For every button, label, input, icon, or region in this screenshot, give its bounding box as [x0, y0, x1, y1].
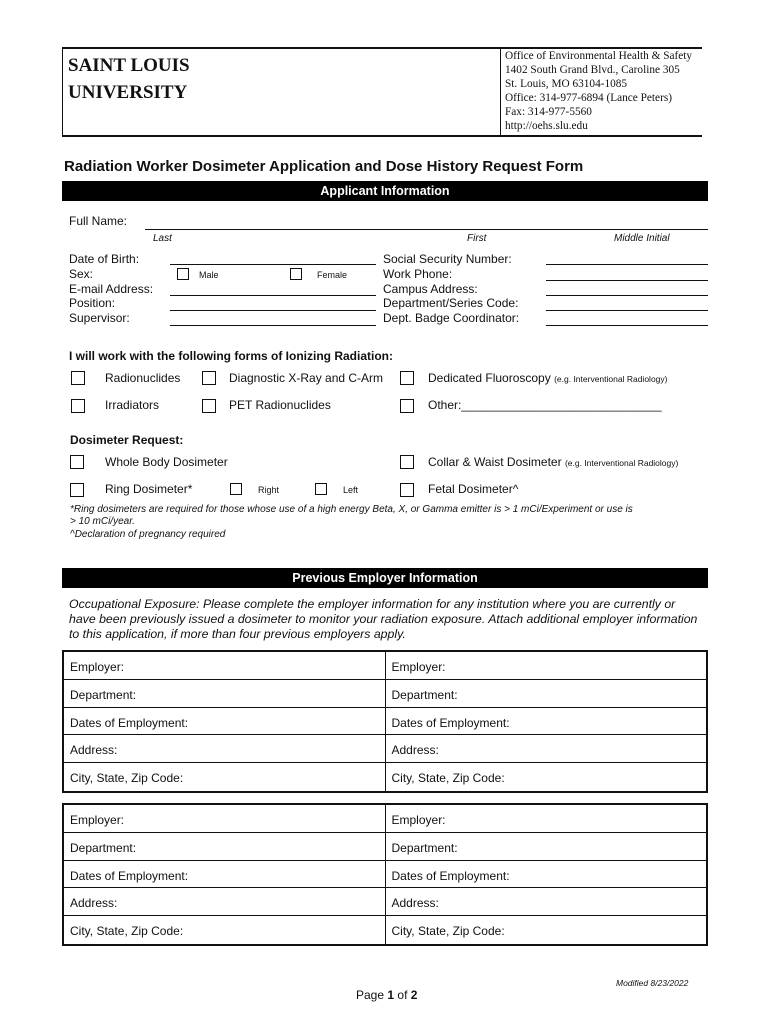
- employer-table-1: [62, 650, 708, 793]
- position-label: Position:: [69, 296, 116, 310]
- other-radiation-checkbox[interactable]: [400, 399, 414, 413]
- table-row: [64, 888, 706, 916]
- city-state-zip-field[interactable]: City, State, Zip Code:: [64, 763, 386, 791]
- header-bottom-rule: [62, 135, 702, 137]
- table-row: [64, 763, 706, 791]
- dob-label: Date of Birth:: [69, 252, 140, 266]
- employer-field[interactable]: Employer:: [391, 660, 446, 674]
- badge-coordinator-field[interactable]: [546, 325, 708, 326]
- table-row: [64, 652, 706, 680]
- fluoroscopy-text: Dedicated Fluoroscopy: [428, 371, 551, 385]
- collar-waist-note: (e.g. Interventional Radiology): [564, 458, 679, 468]
- other-radiation-field[interactable]: Other:______________________________: [428, 398, 662, 412]
- full-name-label: Full Name:: [69, 214, 128, 228]
- office-website-link[interactable]: http://oehs.slu.edu: [505, 120, 588, 132]
- dates-of-employment-field[interactable]: Dates of Employment:: [391, 868, 510, 883]
- diagnostic-xray-label: Diagnostic X-Ray and C-Arm: [229, 371, 384, 385]
- page-current: 1: [387, 988, 395, 1002]
- department-field[interactable]: Department:: [64, 833, 386, 860]
- radionuclides-label: Radionuclides: [105, 371, 181, 385]
- sex-label: Sex:: [69, 267, 94, 281]
- office-line: St. Louis, MO 63104-1085: [505, 78, 628, 90]
- collar-waist-label: [428, 455, 678, 469]
- table-row: [64, 708, 706, 736]
- address-field[interactable]: Address:: [64, 888, 386, 915]
- employer-table-2: [62, 803, 708, 946]
- office-line: Office: 314-977-6894 (Lance Peters): [505, 92, 672, 104]
- ssn-label: Social Security Number:: [383, 252, 512, 266]
- table-row: [64, 735, 706, 763]
- whole-body-checkbox[interactable]: [70, 455, 84, 469]
- table-row: [64, 833, 706, 861]
- work-phone-field[interactable]: [546, 280, 708, 281]
- table-row: [64, 805, 706, 833]
- page-prefix: Page: [356, 988, 385, 1002]
- radiation-heading: I will work with the following forms of Ionizing Radiation:: [69, 349, 393, 363]
- campus-address-label: Campus Address:: [383, 282, 478, 296]
- department-field[interactable]: Department:: [391, 840, 458, 855]
- collar-waist-checkbox[interactable]: [400, 455, 414, 469]
- sex-male-label: Male: [199, 270, 219, 280]
- office-address-block: [505, 49, 692, 133]
- fetal-checkbox[interactable]: [400, 483, 414, 497]
- name-part-middle: Middle Initial: [614, 233, 670, 244]
- department-code-field[interactable]: [546, 310, 708, 311]
- employer-field[interactable]: Employer:: [391, 813, 446, 827]
- pet-radionuclides-checkbox[interactable]: [202, 399, 216, 413]
- sex-male-checkbox[interactable]: [177, 268, 189, 280]
- irradiators-label: Irradiators: [105, 398, 160, 412]
- modified-date: Modified 8/23/2022: [616, 978, 689, 988]
- ring-right-checkbox[interactable]: [230, 483, 242, 495]
- page-number: [356, 988, 417, 1002]
- university-line-1: SAINT LOUIS: [68, 55, 190, 76]
- table-row: [64, 680, 706, 708]
- position-field[interactable]: [170, 310, 376, 311]
- header-left-divider: [62, 48, 63, 136]
- sex-female-checkbox[interactable]: [290, 268, 302, 280]
- whole-body-label: Whole Body Dosimeter: [105, 455, 228, 469]
- form-title: Radiation Worker Dosimeter Application and Dose History Request Form: [64, 158, 584, 175]
- sex-female-label: Female: [317, 270, 348, 280]
- city-state-zip-field[interactable]: City, State, Zip Code:: [391, 771, 505, 786]
- address-field[interactable]: Address:: [64, 735, 386, 762]
- name-part-first: First: [467, 233, 487, 244]
- ring-note-line-1: *Ring dosimeters are required for those whose use of a high energy Beta, X, or Gamma emitter is > 1 mCi/Experiment or use is: [70, 504, 633, 515]
- diagnostic-xray-checkbox[interactable]: [202, 371, 216, 385]
- badge-coordinator-label: Dept. Badge Coordinator:: [383, 311, 520, 325]
- university-line-2: UNIVERSITY: [68, 82, 188, 103]
- dates-of-employment-field[interactable]: Dates of Employment:: [64, 861, 386, 888]
- fluoroscopy-checkbox[interactable]: [400, 371, 414, 385]
- office-line: 1402 South Grand Blvd., Caroline 305: [505, 64, 680, 76]
- supervisor-field[interactable]: [170, 325, 376, 326]
- pet-radionuclides-label: PET Radionuclides: [229, 398, 331, 412]
- radionuclides-checkbox[interactable]: [71, 371, 85, 385]
- employer-field[interactable]: Employer:: [64, 652, 386, 679]
- ring-right-label: Right: [258, 485, 280, 495]
- city-state-zip-field[interactable]: City, State, Zip Code:: [391, 924, 505, 939]
- fetal-label: Fetal Dosimeter^: [428, 482, 519, 496]
- dates-of-employment-field[interactable]: Dates of Employment:: [391, 715, 510, 730]
- fetal-note: ^Declaration of pregnancy required: [70, 529, 226, 540]
- full-name-field[interactable]: [145, 229, 708, 230]
- campus-address-field[interactable]: [546, 295, 708, 296]
- applicant-section-bar: Applicant Information: [62, 181, 708, 201]
- occupational-exposure-intro: Occupational Exposure: Please complete the employer information for any institution where you are currently or have been previously issued a dosimeter to monitor your radiation exposure. Attach additional employer information to this application, if more than four previous employers apply.: [69, 597, 698, 641]
- dosimeter-heading: Dosimeter Request:: [70, 433, 184, 447]
- ring-left-checkbox[interactable]: [315, 483, 327, 495]
- office-line: Fax: 314-977-5560: [505, 106, 592, 118]
- address-field[interactable]: Address:: [391, 743, 439, 758]
- city-state-zip-field[interactable]: City, State, Zip Code:: [64, 916, 386, 944]
- department-field[interactable]: Department:: [64, 680, 386, 707]
- ring-label: Ring Dosimeter*: [105, 482, 193, 496]
- ssn-field[interactable]: [546, 264, 708, 265]
- page-of: of: [397, 988, 408, 1002]
- email-field[interactable]: [170, 295, 376, 296]
- name-part-last: Last: [153, 233, 172, 244]
- university-name: [68, 52, 190, 106]
- supervisor-label: Supervisor:: [69, 311, 130, 325]
- fluoroscopy-label: [428, 371, 667, 385]
- fluoroscopy-note: (e.g. Interventional Radiology): [554, 374, 668, 384]
- page-total: 2: [410, 988, 418, 1002]
- ring-checkbox[interactable]: [70, 483, 84, 497]
- email-label: E-mail Address:: [69, 282, 154, 296]
- ring-note-line-2: > 10 mCi/year.: [70, 516, 135, 527]
- work-phone-label: Work Phone:: [383, 267, 453, 281]
- department-code-label: Department/Series Code:: [383, 296, 519, 310]
- address-field[interactable]: Address:: [391, 896, 439, 911]
- office-line: Office of Environmental Health & Safety: [505, 50, 693, 62]
- header-right-divider: [500, 48, 501, 136]
- employer-field[interactable]: Employer:: [64, 805, 386, 832]
- table-row: [64, 861, 706, 889]
- dob-field[interactable]: [170, 264, 376, 265]
- collar-waist-text: Collar & Waist Dosimeter: [428, 455, 562, 469]
- ring-left-label: Left: [343, 485, 359, 495]
- table-row: [64, 916, 706, 944]
- previous-employer-section-bar: Previous Employer Information: [62, 568, 708, 588]
- irradiators-checkbox[interactable]: [71, 399, 85, 413]
- dates-of-employment-field[interactable]: Dates of Employment:: [64, 708, 386, 735]
- department-field[interactable]: Department:: [391, 687, 458, 702]
